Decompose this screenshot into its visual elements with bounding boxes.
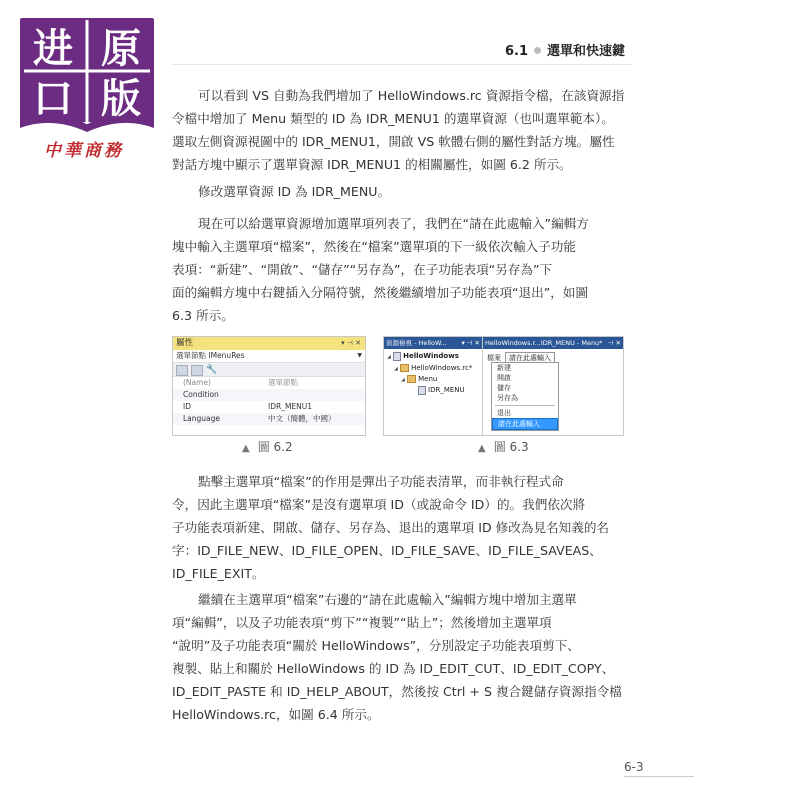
figure-6-2-properties-panel — [172, 336, 366, 436]
text-line: 點擊主選單項“檔案”的作用是彈出子功能表清單，而非執行程式命 — [198, 474, 564, 489]
property-row[interactable]: Condition — [173, 389, 365, 401]
object-selector[interactable] — [173, 350, 365, 363]
text-line: 繼續在主選單項“檔案”右邊的“請在此處輸入”編輯方塊中增加主選單 — [198, 592, 577, 607]
selector-value: 選單節點 IMenuRes — [176, 351, 245, 360]
text-line: 令檔中增加了 Menu 類型的 ID 為 IDR_MENU1 的選單資源（也叫選單範本）。 — [172, 111, 614, 126]
menu-resource-icon — [418, 386, 426, 395]
paragraph-4 — [172, 470, 626, 585]
svg-text:原: 原 — [101, 26, 141, 72]
menu-item-file[interactable]: 檔案 — [487, 354, 501, 362]
menu-editor-tab[interactable]: HelloWindows.r...IDR_MENU - Menu* ⊣ ✕ — [485, 339, 621, 347]
text-line: HelloWindows.rc，如圖 6.4 所示。 — [172, 707, 380, 722]
footer-divider — [624, 776, 694, 777]
collapse-triangle-icon[interactable]: ◢ — [394, 366, 398, 372]
menu-separator — [495, 405, 555, 406]
text-line: 可以看到 VS 自動為我們增加了 HelloWindows.rc 資源指令檔，在該資源指 — [198, 88, 625, 103]
figure-6-3-menu-editor — [482, 336, 624, 436]
section-number: 6.1 — [505, 44, 529, 59]
property-row[interactable]: (Name) 選單節點 — [183, 378, 298, 387]
alphabetical-icon[interactable] — [191, 365, 203, 376]
project-icon — [393, 352, 401, 361]
submenu-item-new[interactable]: 新建 — [497, 364, 511, 372]
running-header — [505, 40, 625, 60]
file-submenu — [491, 362, 559, 431]
text-line: 令，因此主選單項“檔案”是沒有選單項 ID（或說命令 ID）的。我們依次將 — [172, 497, 586, 512]
type-here-box[interactable]: 請在此處輸入 — [505, 352, 555, 364]
section-title: 選單和快速鍵 — [547, 44, 626, 59]
publisher-name: 中華商務 — [44, 141, 124, 161]
panel-controls-icon[interactable]: ▾ ⊣ ✕ — [461, 339, 480, 347]
triangle-up-icon: ▲ — [478, 443, 486, 454]
submenu-type-here-box[interactable]: 請在此處輸入 — [492, 418, 558, 430]
property-row[interactable]: ID IDR_MENU1 — [183, 402, 313, 411]
properties-titlebar — [173, 337, 365, 350]
figure-6-3-caption: ▲ 圖 6.3 — [478, 440, 529, 454]
folder-icon — [400, 364, 409, 372]
text-line: 子功能表項新建、開啟、儲存、另存為、退出的選單項 ID 修改為見名知義的名 — [172, 520, 610, 535]
submenu-item-exit[interactable]: 退出 — [497, 409, 511, 417]
text-line: 對話方塊中顯示了選單資源 IDR_MENU1 的相關屬性，如圖 6.2 所示。 — [172, 157, 572, 172]
properties-title: 屬性 — [176, 338, 194, 348]
text-line: 修改選單資源 ID 為 IDR_MENU。 — [198, 184, 391, 199]
text-line: 面的編輯方塊中右鍵插入分隔符號，然後繼續增加子功能表項“退出”，如圖 — [172, 285, 589, 300]
text-line: 字：ID_FILE_NEW、ID_FILE_OPEN、ID_FILE_SAVE、ID_FILE_SAVEAS、 — [172, 543, 602, 558]
submenu-item-save-as[interactable]: 另存為 — [497, 394, 518, 402]
text-line: ID_FILE_EXIT。 — [172, 566, 265, 581]
text-line: “說明”及子功能表項“關於 HelloWindows”，分別設定子功能表項剪下、 — [172, 638, 580, 653]
submenu-item-save[interactable]: 儲存 — [497, 384, 511, 392]
text-line: 項“編輯”，以及子功能表項“剪下”“複製”“貼上”；然後增加主選單項 — [172, 615, 552, 630]
text-line: ID_EDIT_PASTE 和 ID_HELP_ABOUT，然後按 Ctrl + S 複合鍵儲存資源指令檔 — [172, 684, 622, 699]
collapse-triangle-icon[interactable]: ◢ — [401, 377, 405, 383]
resource-view-titlebar: 資源檢視 - HelloW... ▾ ⊣ ✕ — [386, 339, 480, 347]
text-line: 塊中輸入主選單項“檔案”，然後在“檔案”選單項的下一級依次輸入子功能 — [172, 239, 576, 254]
svg-text:进: 进 — [33, 26, 73, 72]
figure-6-3-resource-view — [383, 336, 483, 436]
svg-text:版: 版 — [101, 76, 141, 122]
text-line: 選取左側資源視圖中的 IDR_MENU1，開啟 VS 軟體右側的屬性對話方塊。屬性 — [172, 134, 615, 149]
tree-item-rc-file[interactable]: ◢ HelloWindows.rc* — [394, 364, 473, 372]
triangle-up-icon: ▲ — [242, 443, 250, 454]
panel-controls-icon[interactable]: ▾ ⊣ ✕ — [341, 339, 361, 347]
paragraph-3 — [172, 212, 626, 327]
publisher-logo — [16, 16, 158, 138]
text-line: 表項：“新建”、“開啟”、“儲存”“另存為”，在子功能表項“另存為”下 — [172, 262, 553, 277]
paragraph-5 — [172, 588, 626, 726]
paragraph-1 — [172, 84, 626, 176]
tree-item-project[interactable]: ◢ HelloWindows — [387, 352, 459, 360]
property-row[interactable]: Language 中文（簡體，中國） — [173, 413, 365, 425]
tree-item-menu-folder[interactable]: ◢ Menu — [401, 375, 438, 383]
collapse-triangle-icon[interactable]: ◢ — [387, 354, 391, 360]
folder-icon — [407, 375, 416, 383]
tree-item-idr-menu[interactable]: IDR_MENU — [418, 385, 465, 396]
page-number: 6-3 — [624, 760, 644, 774]
text-line: 複製、貼上和關於 HelloWindows 的 ID 為 ID_EDIT_CUT、ID_EDIT_COPY、 — [172, 661, 615, 676]
svg-text:口: 口 — [33, 76, 73, 122]
submenu-item-open[interactable]: 開啟 — [497, 374, 511, 382]
text-line: 現在可以給選單資源增加選單項列表了，我們在“請在此處輸入”編輯方 — [198, 216, 589, 231]
figure-6-2-caption: ▲ 圖 6.2 — [242, 440, 293, 454]
chevron-down-icon[interactable]: ▼ — [357, 352, 362, 359]
header-divider — [172, 64, 632, 65]
properties-toolbar — [173, 363, 365, 377]
bullet-dot-icon — [534, 47, 541, 54]
paragraph-2 — [172, 180, 626, 203]
text-line: 6.3 所示。 — [172, 308, 234, 323]
categorized-icon[interactable] — [176, 365, 188, 376]
editor-menubar — [487, 352, 555, 362]
wrench-icon[interactable]: 🔧 — [206, 365, 218, 375]
tab-controls-icon[interactable]: ⊣ ✕ — [607, 339, 621, 347]
